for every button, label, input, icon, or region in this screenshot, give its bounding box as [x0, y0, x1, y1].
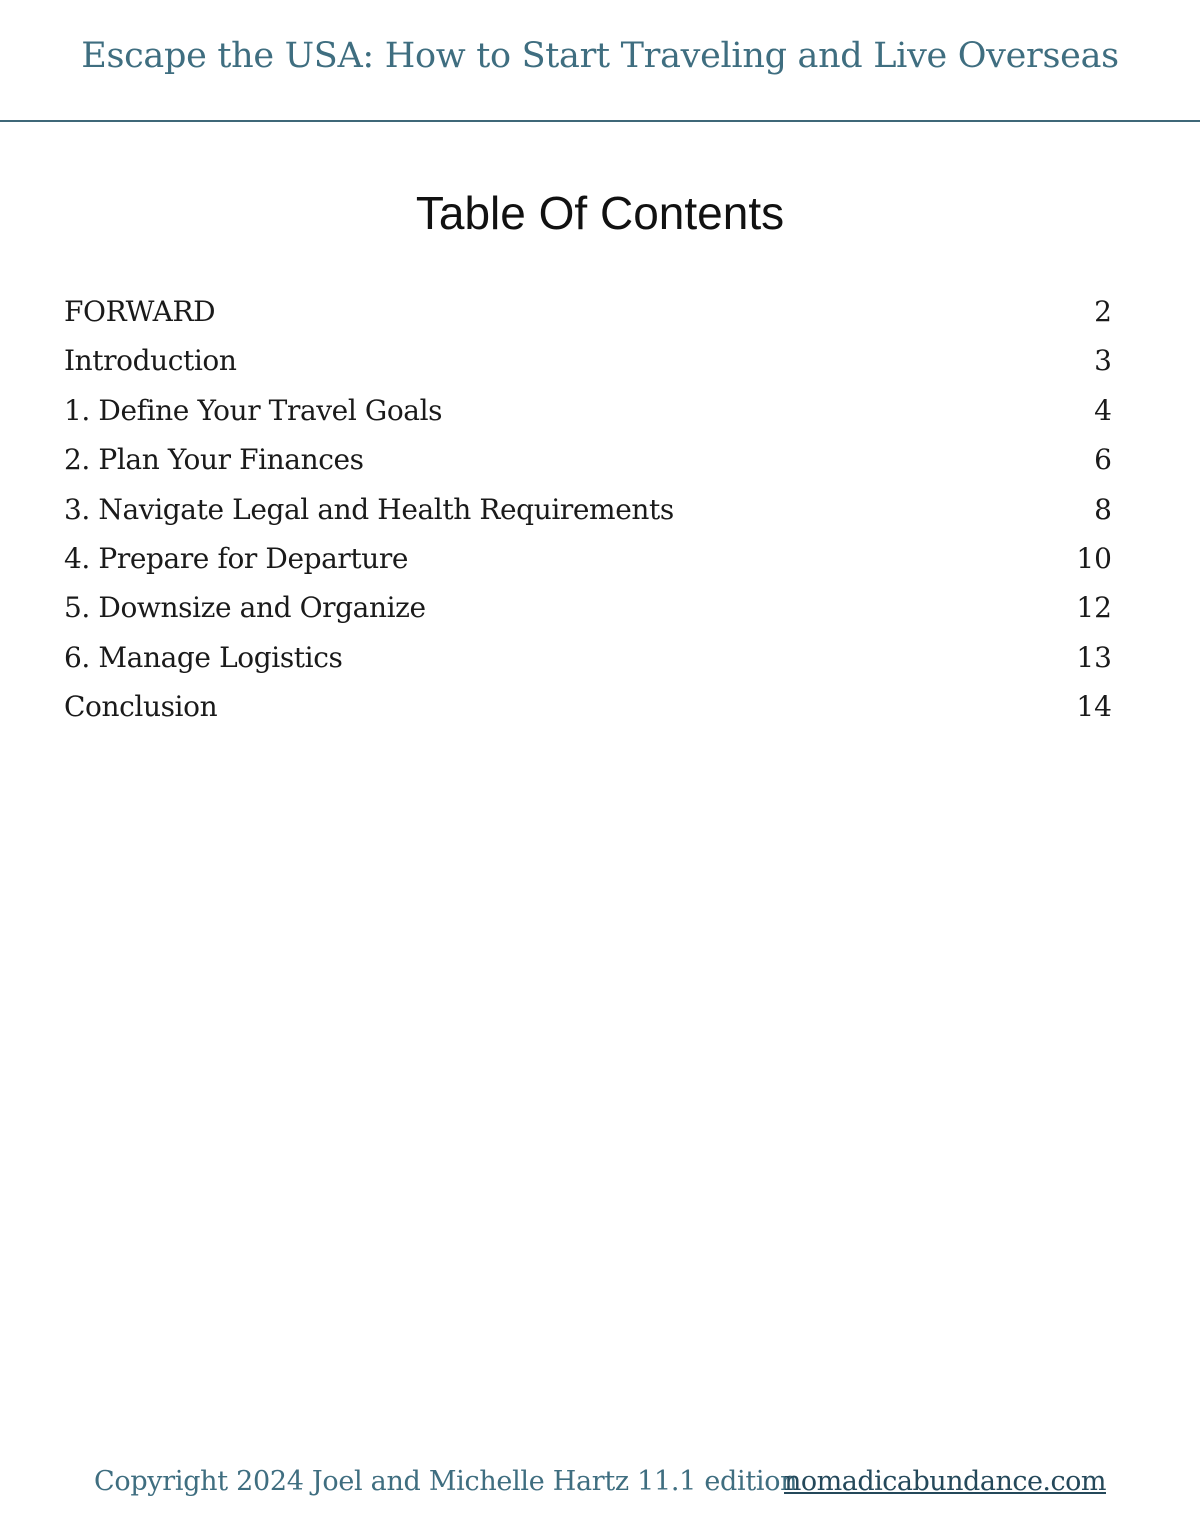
toc-entry-label: 4. Prepare for Departure	[64, 541, 409, 575]
toc-entry-label: 3. Navigate Legal and Health Requirements	[64, 492, 674, 526]
toc-entry-page: 2	[1094, 295, 1112, 328]
toc-entry-introduction[interactable]	[64, 344, 1112, 393]
toc-entry-page: 14	[1076, 690, 1112, 724]
toc-entry-conclusion[interactable]	[64, 690, 1112, 739]
toc-entry-label: 6. Manage Logistics	[64, 640, 343, 674]
document-title: Escape the USA: How to Start Traveling and Live Overseas	[81, 36, 1119, 76]
toc-entry-page: 4	[1094, 393, 1112, 427]
table-of-contents	[64, 295, 1112, 740]
toc-entry-page: 8	[1094, 492, 1112, 526]
toc-entry-plan-finances[interactable]	[64, 443, 1112, 492]
toc-entry-legal-health[interactable]	[64, 493, 1112, 542]
toc-entry-label: 1. Define Your Travel Goals	[64, 393, 443, 427]
toc-entry-page: 10	[1076, 541, 1112, 575]
toc-entry-label: Conclusion	[64, 690, 218, 724]
toc-entry-page: 13	[1076, 640, 1112, 674]
toc-entry-label: Introduction	[64, 344, 237, 378]
toc-entry-prepare-departure[interactable]	[64, 542, 1112, 591]
toc-entry-label: 2. Plan Your Finances	[64, 443, 364, 477]
toc-entry-page: 3	[1094, 344, 1112, 378]
toc-entry-manage-logistics[interactable]	[64, 641, 1112, 690]
toc-entry-downsize-organize[interactable]	[64, 591, 1112, 640]
toc-heading: Table Of Contents	[415, 187, 785, 239]
toc-entry-page: 6	[1094, 443, 1112, 477]
toc-entry-label: 5. Downsize and Organize	[64, 591, 426, 625]
toc-entry-label: FORWARD	[64, 295, 216, 328]
website-link[interactable]: nomadicabundance.com	[784, 1466, 1106, 1497]
toc-entry-page: 12	[1076, 591, 1112, 625]
page-header	[0, 0, 1200, 122]
footer-copyright: Copyright 2024 Joel and Michelle Hartz 11.1 edition	[94, 1466, 798, 1497]
toc-entry-forward[interactable]	[64, 295, 1112, 344]
toc-entry-define-travel-goals[interactable]	[64, 394, 1112, 443]
